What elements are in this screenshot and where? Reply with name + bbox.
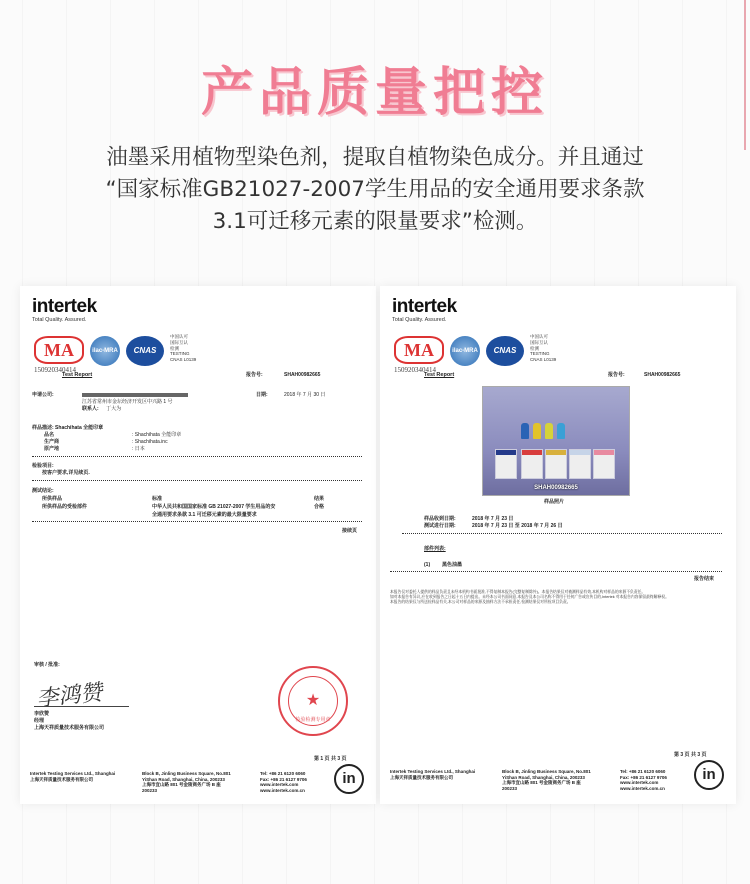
cnas-line: 检测 <box>170 345 179 351</box>
footer-contact: Tel: +86 21 6120 6060 Fax: +86 21 6127 9706 www.intertek.com www.intertek.com.cn <box>620 769 667 791</box>
cnas-line: 国际互认 <box>530 339 548 345</box>
received-date: 2018 年 7 月 23 日 <box>472 516 514 522</box>
test-item-label: 检验项目: <box>32 463 54 469</box>
sample-photo <box>482 386 630 496</box>
divider <box>402 533 722 534</box>
footer-address: Block B, Jinling Business Square, No.801 YiShan Road, Shanghai, China, 200233 上海市宜山路 801 号金陵商务广场 B 座 200233 <box>142 771 231 793</box>
intro-line-2: “国家标准GB21027-2007学生用品的安全通用要求条款 <box>105 177 645 202</box>
date-label: 日期: <box>256 392 268 398</box>
product-package <box>569 449 591 479</box>
cnas-text <box>170 334 210 363</box>
cnas-line: 中国认可 <box>530 334 548 339</box>
product-package <box>545 449 567 479</box>
period-label: 测试进行日期: <box>424 523 456 529</box>
sample-description: 样品描述: Shachihata 全能印章 <box>32 425 104 431</box>
product-package <box>495 449 517 479</box>
report-title: Test Report <box>62 372 93 378</box>
cnas-logo: CNAS <box>126 336 164 366</box>
sample-row-value: : 日本 <box>132 446 145 452</box>
test-item: 按客户要求,详见续页. <box>42 470 90 476</box>
report-end: 报告结束 <box>694 576 715 582</box>
footer-company: Intertek Testing Services Ltd., Shanghai 上海天祥质量技术服务有限公司 <box>30 771 116 782</box>
ink-bottle <box>557 423 565 439</box>
applicant-redacted <box>82 392 188 398</box>
report-no-label: 报告号: <box>246 372 263 378</box>
cnas-line: CNAS L0139 <box>530 357 557 363</box>
part-number: (1) <box>424 562 431 568</box>
divider <box>32 521 362 522</box>
test-report-page-1 <box>20 286 376 804</box>
row-standard-2: 全通用要求条款 3.1 可迁移元素的最大限量要求 <box>152 512 257 518</box>
report-title: Test Report <box>424 372 455 378</box>
intertek-tagline: Total Quality. Assured. <box>32 317 87 323</box>
intertek-tagline: Total Quality. Assured. <box>392 317 447 323</box>
contact-label: 联系人: 丁大为 <box>82 406 122 412</box>
signature-line <box>34 706 129 707</box>
continue-note: 接续页 <box>342 528 358 534</box>
photo-label: SHAH00982665 <box>534 485 578 491</box>
cnas-logo: CNAS <box>486 336 524 366</box>
photo-caption: 样品照片 <box>544 499 565 505</box>
applicant-address: 江苏省常州市金坛经济开发区中兴路 1 号 <box>82 399 173 405</box>
col-standard: 标准 <box>152 496 163 502</box>
stamp-star-icon: ★ <box>305 692 321 709</box>
divider <box>32 456 362 457</box>
cma-number: 150920340414 <box>34 366 76 374</box>
signer-name: 李欣赞 <box>34 711 50 717</box>
divider <box>390 571 722 572</box>
ilac-mra-logo: ilac-MRA <box>450 336 480 366</box>
product-package <box>521 449 543 479</box>
divider <box>32 480 362 481</box>
cma-number: 150920340414 <box>394 366 436 374</box>
intertek-logo: intertek <box>32 296 97 317</box>
intertek-logo: intertek <box>392 296 457 317</box>
row-standard-1: 中华人民共和国国家标准 GB 21027-2007 学生用品的安 <box>152 504 276 510</box>
handwritten-signature: 李鸿赞 <box>35 680 104 713</box>
received-label: 样品收到日期: <box>424 516 456 522</box>
footer-address: Block B, Jinling Business Square, No.801 YiShan Road, Shanghai, China, 200233 上海市宜山路 801 号金陵商务广场 B 座 200233 <box>502 769 591 791</box>
stamp-text: 检验检测专用章 <box>295 717 331 723</box>
approve-label: 审核 / 批准: <box>34 662 60 668</box>
signer-title: 经理 <box>34 718 45 724</box>
cnas-line: 国际互认 <box>170 339 188 345</box>
cma-logo: MA <box>394 336 444 364</box>
page-number: 第 3 页 共 3 页 <box>674 752 707 758</box>
cnas-line: 检测 <box>530 345 539 351</box>
cnas-line: CNAS L0139 <box>170 357 197 363</box>
red-seal-stamp <box>278 666 348 736</box>
cnas-text <box>530 334 570 363</box>
col-sample: 所供样品 <box>42 496 63 502</box>
certification-logos <box>34 334 234 374</box>
report-no-label: 报告号: <box>608 372 625 378</box>
row-sample: 所供样品的受检部件 <box>42 504 88 510</box>
report-no: SHAH00982665 <box>644 372 681 378</box>
ink-bottle <box>533 423 541 439</box>
test-period: 2018 年 7 月 23 日 至 2018 年 7 月 26 日 <box>472 523 563 529</box>
disclaimer: 本报告仅对委托人提供的样品负责且未经本机构书面批准,不得复制本报告(完整复制除外)。本报告结果仅对被测样品有效,本机构对样品的来源不负责任。 如对本报告有异议,应在收到报告之日起十五日内提出。未经本公司书面同意,本报告及本公司名称不得用于任何广告或宣传目的,Intertek 对本报告内容保留最终解释权。 本报告的结果仅与所送检样品有关,本公司对样品的来源及抽样方法不承担责任,检测结果仅对所检项目负责。 <box>390 590 669 604</box>
row-result: 合格 <box>314 504 325 510</box>
report-no: SHAH00982665 <box>284 372 321 378</box>
sample-row-key: 原产地 <box>44 446 60 452</box>
col-result: 结果 <box>314 496 325 502</box>
sample-row-key: 生产商 <box>44 439 60 445</box>
intro-line-1: 油墨采用植物型染色剂，提取自植物染色成分。并且通过 <box>106 145 644 170</box>
intro-text <box>60 142 690 238</box>
cma-logo: MA <box>34 336 84 364</box>
intro-line-3: 3.1可迁移元素的限量要求”检测。 <box>212 209 538 234</box>
intertek-in-icon: in <box>334 764 364 794</box>
parts-label: 部件列表: <box>424 546 446 552</box>
page-title: 产品质量把控 <box>200 62 549 123</box>
signer-company: 上海天祥质量技术服务有限公司 <box>34 725 105 731</box>
page-number: 第 1 页 共 3 页 <box>314 756 347 762</box>
intertek-in-icon: in <box>694 760 724 790</box>
cnas-line: TESTING <box>530 351 550 357</box>
applicant-label: 申请公司: <box>32 392 54 398</box>
product-package <box>593 449 615 479</box>
cnas-line: 中国认可 <box>170 334 188 339</box>
test-report-page-3 <box>380 286 736 804</box>
result-label: 测试结论: <box>32 488 54 494</box>
part-name: 黑色油墨 <box>442 562 463 568</box>
ink-bottle <box>521 423 529 439</box>
sample-row-value: : Shachihata.inc <box>132 439 168 445</box>
report-date: 2018 年 7 月 30 日 <box>284 392 326 398</box>
certification-logos <box>394 334 594 374</box>
cnas-line: TESTING <box>170 351 190 357</box>
ilac-mra-logo: ilac-MRA <box>90 336 120 366</box>
footer-company: Intertek Testing Services Ltd., Shanghai 上海天祥质量技术服务有限公司 <box>390 769 476 780</box>
sample-row-value: : Shachihata 全能印章 <box>132 432 182 438</box>
ink-bottle <box>545 423 553 439</box>
sample-row-key: 品名 <box>44 432 55 438</box>
footer-contact: Tel: +86 21 6120 6060 Fax: +86 21 6127 9706 www.intertek.com www.intertek.com.cn <box>260 771 307 793</box>
